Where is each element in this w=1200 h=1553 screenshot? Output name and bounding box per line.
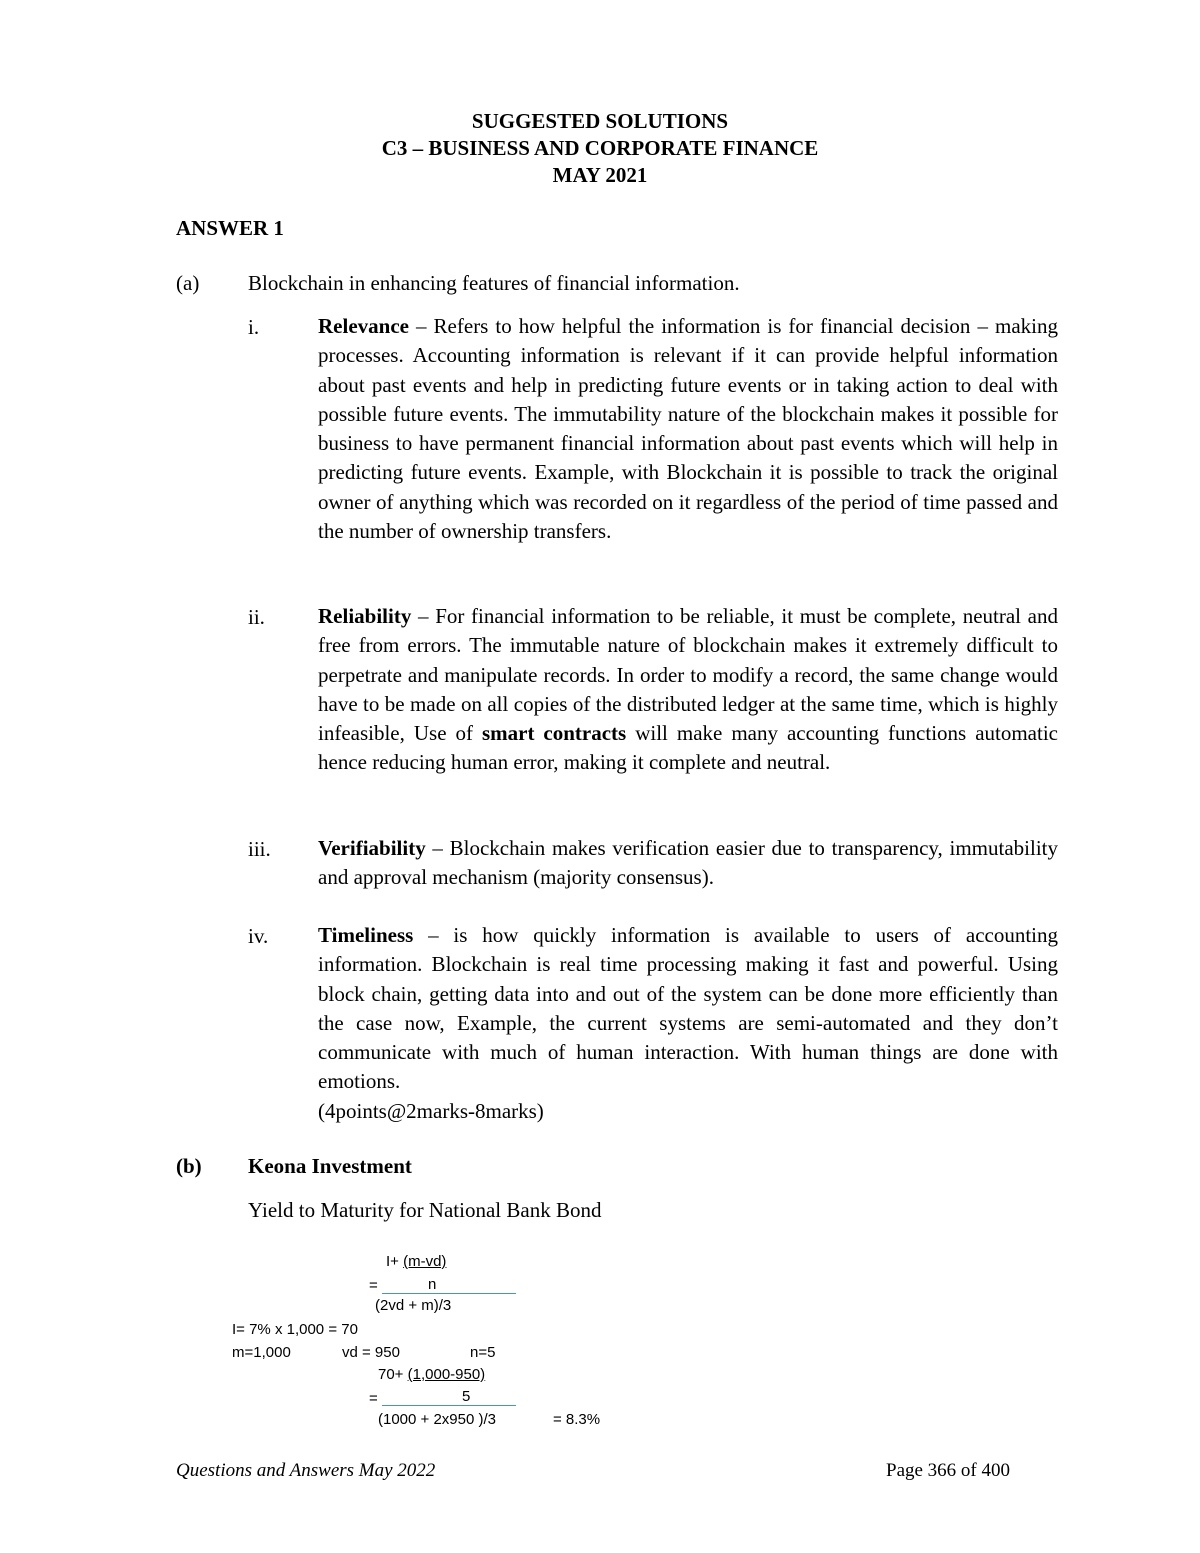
item-term: Timeliness [318,923,414,947]
footer-left: Questions and Answers May 2022 [176,1460,436,1481]
item-number: ii. [248,605,265,629]
header-date: MAY 2021 [552,163,648,187]
item-verifiability [318,834,1058,893]
item-timeliness [318,921,1058,1126]
givens-vd: vd = 950 [342,1344,400,1361]
item-text: – is how quickly information is available to users of accounting information. Blockchain is real time processing making it fast and powerful. Using block chain, getting data into and out of the system can be done more efficiently than the case now, Example, the current systems are semi-automated and they don’t communicate with much of human interaction. With human things are done with emotions. [318,923,1058,1094]
item-number: iii. [248,837,271,861]
header-title: SUGGESTED SOLUTIONS [471,109,729,133]
item-number: i. [248,315,260,339]
part-b-label: (b) [176,1154,202,1178]
item-text-after: will make many accounting functions automatic hence reducing human error, making it complete and neutral. [318,721,1058,775]
fraction-line [382,1293,516,1294]
item-relevance [318,312,1058,546]
marks-note: (4points@2marks-8marks) [318,1098,544,1123]
item-text: – Blockchain makes verification easier due to transparency, immutability and approval mechanism (majority consensus). [318,836,1058,890]
item-term: Relevance [318,314,409,338]
item-bold-term: smart contracts [481,721,627,746]
formula-num-prefix: I+ [386,1253,404,1270]
item-term: Reliability [318,604,412,628]
answer-title: ANSWER 1 [176,216,284,240]
givens-interest: I= 7% x 1,000 = 70 [232,1321,358,1338]
part-a-heading: Blockchain in enhancing features of financial information. [248,271,740,295]
formula-numerator [386,1253,446,1270]
calc-result: = 8.3% [553,1411,601,1428]
fraction-line [382,1405,516,1406]
page-number: Page 366 of 400 [886,1460,1011,1481]
item-text: – Refers to how helpful the information is for financial decision – making processes. Accounting information is relevant if it can provide helpful information about past events and help in predicting future events or in taking action to deal with possible future events. The immutability nature of the blockchain makes it possible for business to have permanent financial information about past events which will help in predicting future events. Example, with Blockchain it is possible to track the original owner of anything which was recorded on it regardless of the period of time passed and the number of ownership transfers. [318,314,1058,544]
calc-denominator: (1000 + 2x950 )/3 [378,1411,497,1428]
formula-n: n [428,1276,437,1293]
calc-n: 5 [462,1388,471,1405]
calc-num-prefix: 70+ [378,1366,408,1383]
part-b-title: Keona Investment [248,1154,412,1178]
calc-num-underlined: (1,000-950) [407,1366,486,1383]
givens-n: n=5 [470,1344,496,1361]
part-a-label: (a) [176,271,200,295]
formula-equals: = [369,1277,378,1294]
formula-denominator: (2vd + m)/3 [375,1297,452,1314]
formula-num-underlined: (m-vd) [403,1253,447,1270]
item-number: iv. [248,924,269,948]
calc-equals: = [369,1390,378,1407]
givens-m: m=1,000 [232,1344,291,1361]
header-subject: C3 – BUSINESS AND CORPORATE FINANCE [381,136,819,160]
item-term: Verifiability [318,836,426,860]
item-text: – For financial information to be reliable, it must be complete, neutral and free from errors. The immutable nature of blockchain makes it extremely difficult to perpetrate and manipulate records. In order to modify a record, the same change would have to be made on all copies of the distributed ledger at the same time, which is highly infeasible, Use of [318,604,1058,746]
calc-numerator [378,1366,485,1383]
part-b-subtitle: Yield to Maturity for National Bank Bond [248,1198,602,1222]
item-reliability [318,602,1058,778]
